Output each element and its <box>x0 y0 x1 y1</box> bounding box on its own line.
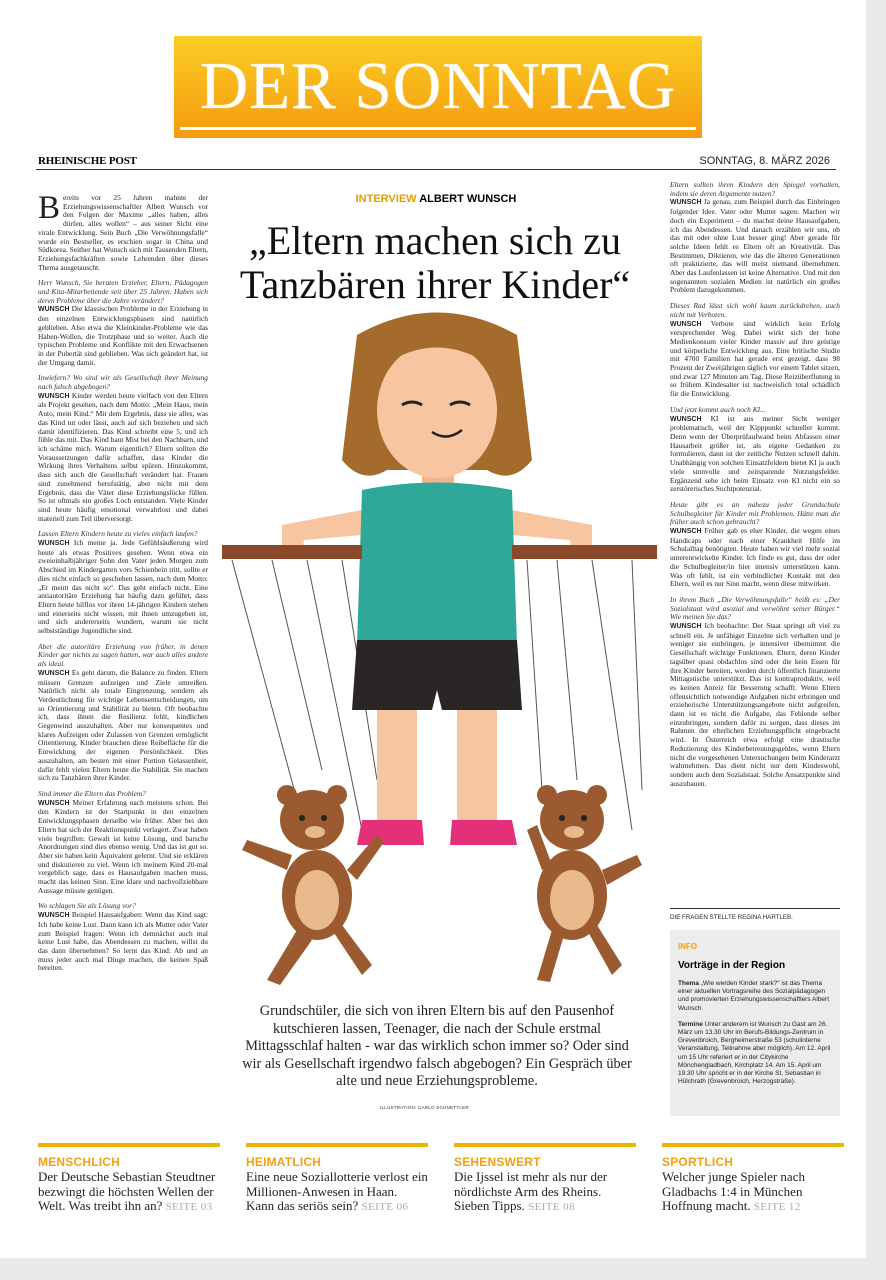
interview-question: Inwiefern? Wo sind wir als Gesellschaft ihrer Meinung nach falsch abgebogen? <box>38 373 208 392</box>
teaser-bar <box>38 1143 220 1147</box>
teaser-menschlich[interactable] <box>38 1143 220 1215</box>
interview-question: Lassen Eltern Kindern heute zu vieles einfach laufen? <box>38 529 198 539</box>
kicker <box>233 193 639 205</box>
left-leg <box>377 710 417 820</box>
interview-answer: WUNSCH Ja genau, zum Beispiel durch das Einbringen folgender Idee. Vater oder Mutter sagen: Machen wir doch ein Experiment – du machst deine Hausaufgaben, ich das Abendessen. Und danach erzählen wir uns, ob das mit oder ohne Lust besser ging! Aber gerade für solche Ideen fehlt es Eltern oft an Kreativität. Das Bestimmen, Diktieren, wie das die älteren Generationen oft praktizierte, das will meist niemand übernehmen. Aber das Laufenlassen ist keine Alternative. Und mit den sogenannten sozialen Medien ist natürlich ein großes Problem dazugekommen. <box>670 197 840 295</box>
paper-name: RHEINISCHE POST <box>38 155 137 167</box>
bear-right <box>527 785 642 982</box>
teaser-page: SEITE 12 <box>753 1201 801 1213</box>
interview-question: Heute gibt es an nahezu jeder Grundschule Schulbegleiter für Kinder mit Problemen. Hätte man die früher auch schon gebraucht? <box>670 499 840 527</box>
teaser-bar <box>246 1143 428 1147</box>
speaker-label: WUNSCH <box>38 912 70 920</box>
teaser-page: SEITE 06 <box>361 1201 409 1213</box>
drop-cap: B <box>38 194 61 226</box>
headline: „Eltern machen sich zu Tanzbären ihrer Kinder“ <box>239 218 631 307</box>
teaser-text: Eine neue Soziallotterie verlost ein Millionen-Anwesen in Haan. Kann das seriös sein? SEITE 06 <box>246 1169 428 1213</box>
bear-left <box>242 785 384 985</box>
interview-question: Aber die autoritäre Erziehung von früher, in denen Kinder gar nichts zu sagen hatten, war auch alles andere als ideal. <box>38 641 208 669</box>
speaker-label: WUNSCH <box>670 199 702 207</box>
teaser-heimatlich[interactable] <box>246 1143 428 1215</box>
header-rule <box>36 169 836 170</box>
teaser-bar <box>662 1143 844 1147</box>
info-topic: Thema „Wie werden Kinder stark?“ ist das Thema einer aktuellen Vortragsreihe des Sozialpädagogen und promovierten Erziehungswissenschaftlers Albert Wunsch. <box>678 980 830 1012</box>
shorts <box>352 640 522 710</box>
interview-credit: DIE FRAGEN STELLTE REGINA HARTLEB. <box>670 914 793 921</box>
interview-answer: WUNSCH Es geht darum, die Balance zu finden. Eltern müssen Grenzen aufzeigen und Ziele umreißen. Natürlich nicht als totale Eingrenzung, sondern als Verdeutlichung für wichtige Lebensentscheidungen, um so Orientierung und Stabilität zu bieten. Oft beobachte ich, dass ihnen die Resilienz fehlt, kindlichen Gegenwind auszuhalten. Aber nur konsequentes und klares Aufzeigen oder Zulassen von Grenzen ermöglicht Orientierung. Kinder brauchen diese Reibefläche für die Entwicklung der eigenen Persönlichkeit. Dies auszuhalten, am besten mit einer Portion Gelassenheit, dafür fehlt vielen Eltern heute die Stabilität. Sie machen sich zu Tanzbären ihrer Kinder. <box>38 667 208 783</box>
interview-question: Dieses Rad lässt sich wohl kaum zurückdrehen, auch nicht mit Verboten. <box>670 301 840 319</box>
teaser-text: Der Deutsche Sebastian Steudtner bezwingt die höchsten Wellen der Welt. Was treibt ihn an? SEITE 03 <box>38 1169 216 1213</box>
info-dates: Termine Unter anderem ist Wunsch zu Gast am 26. März um 13.30 Uhr im Berufs-Bildungs-Zentrum in Grevenbroich, Bergheimerstraße 53 (schulinterne Veranstaltung, Teilnahme aber möglich). Am 12. April um 15 Uhr referiert er in der Citykirche Mönchengladbach, Kirchplatz 14. Am 15. April um 19.30 Uhr spricht er in der Kirche St. Sebastian in Hülchrath (Grevenbroich, Herzogstraße). <box>678 1020 831 1086</box>
teaser-bar <box>454 1143 636 1147</box>
masthead-title: DER SONNTAG <box>199 49 677 123</box>
interview-answer: WUNSCH Die klassischen Probleme in der Erziehung in den einzelnen Entwicklungsphasen sind natürlich geblieben. Also etwa die Kleinkinder-Probleme wie das Haben-Wollen, die Trotzphase und so weiter. Auch die typischen Probleme und Konflikte mit den Erwachsenen in der Pubertät sind geblieben. Was sich geändert hat, ist der Umgang damit. <box>38 304 208 367</box>
teaser-sportlich[interactable] <box>662 1143 844 1215</box>
face <box>377 342 497 478</box>
teaser-text: Die Ijssel ist mehr als nur der nördlichste Arm des Rheins. Sieben Tipps. SEITE 08 <box>454 1169 608 1213</box>
speaker-label: WUNSCH <box>670 528 702 536</box>
article-teaser: Grundschüler, die sich von ihren Eltern bis auf den Pausenhof kutschieren lassen, Teenager, die nach der Schule erstmal Mittagsschlaf halten - war das wirklich schon immer so? Oder sind wir als Gesellschaft irgendwo falsch abgebogen? Ein Gespräch über alte und neue Erziehungsprobleme. <box>242 1003 632 1090</box>
speaker-label: WUNSCH <box>38 669 70 677</box>
right-shoe <box>450 820 517 845</box>
teaser-category: SPORTLICH <box>662 1155 734 1169</box>
info-label: INFO <box>678 942 698 951</box>
info-box <box>670 930 840 1116</box>
interview-answer: WUNSCH Kinder werden heute vielfach von den Eltern als Projekt gesehen, nach dem Motto: „Mein Haus, mein Auto, mein Kind.“ Mit dem Ergebnis, dass sie alles, was das Kind tut oder lässt, auch auf sich beziehen und sich damit identifizieren. Das Kind schreibt eine 5, und ich fühle das mit. Das Kind baut Mist bei den Nachbarn, und ich schäme mich. Warum eigentlich? Eltern sollten die Voraussetzungen dafür schaffen, dass Kinder die Wirkung ihres Verhaltens selbst spüren. Hinzukommt, dass sich auch die Gesellschaft verändert hat. Frauen sind zunehmend berufstätig, aber nicht mit dem Ergebnis, dass die Väter diese Erziehungslücke füllen. So ist oftmals ein großes Loch entstanden. Viele Kinder sind heute häufig emotional verwahrlost und dabei materiell zum Teil überversorgt. <box>38 390 208 523</box>
teaser-page: SEITE 03 <box>165 1201 213 1213</box>
qa-list-right <box>670 181 840 788</box>
teaser-category: HEIMATLICH <box>246 1155 322 1169</box>
speaker-label: WUNSCH <box>670 320 702 328</box>
control-bar-right <box>512 545 657 559</box>
left-shoe <box>357 820 424 845</box>
interview-answer: WUNSCH Verbote sind wirklich kein Erfolg versprechender Weg. Dabei wirkt sich der hohe Medienkonsum vieler Kinder massiv auf ihre geistige und körperliche Entwicklung aus. Eine britische Studie mit 4700 Familien hat gerade erst gezeigt, dass 98 Prozent der Zweijährigen täglich vor einem Tablet sitzen, und zwar 127 Minuten am Tag. Diese Reizüberflutung in so frühem Kindesalter ist nachweislich total schädlich für die Entwicklung. <box>670 318 840 399</box>
interview-question: Wo schlagen Sie als Lösung vor? <box>38 901 136 911</box>
teaser-category: MENSCHLICH <box>38 1155 120 1169</box>
teaser-category: SEHENSWERT <box>454 1155 541 1169</box>
shirt <box>357 483 517 646</box>
interview-question: In ihrem Buch „Die Verwöhnungsfalle“ heißt es: „Der Sozialstaat wird asozial und verwöhnt seiner Bürger.“ Wie meinen Sie das? <box>670 594 840 622</box>
qa-list-left <box>38 279 208 973</box>
interview-answer: WUNSCH Ich meine ja. Jede Gefühlsäußerung wird heute als etwas Positives gesehen. Wenn etwa ein zweieinhalbjähriger Sohn den Vater jeden Morgen zum Abschied im Kindergarten vors Schienbein tritt, sollte er dies nicht einfach so geschehen lassen, nach dem Motto: „Er meint das nicht so“. Das geht einfach nicht. Eine antiautoritäre Erziehung hat häufig dazu geführt, dass Eltern heute hilflos vor ihren 14-jährigen Kindern stehen und einerseits nicht wissen, mit ihnen umzugehen ist, und sich andererseits wundern, warum sie nicht selbstständige Jugendliche sind. <box>38 538 208 636</box>
teaser-text: Welcher junge Spieler nach Gladbachs 1:4 in München Hoffnung macht. SEITE 12 <box>662 1169 805 1213</box>
speaker-label: WUNSCH <box>670 415 702 423</box>
right-column <box>670 181 840 916</box>
interview-question: Sind immer die Eltern das Problem? <box>38 789 146 798</box>
issue-date: SONNTAG, 8. MÄRZ 2026 <box>699 155 830 167</box>
speaker-label: WUNSCH <box>670 623 702 631</box>
credit-rule <box>670 908 840 909</box>
speaker-label: WUNSCH <box>38 540 70 548</box>
kicker-name: ALBERT WUNSCH <box>419 193 517 205</box>
teaser-sehenswert[interactable] <box>454 1143 636 1215</box>
illustration-credit: ILLUSTRATION: CARLO SCHNETTLER <box>380 1105 469 1110</box>
info-title: Vorträge in der Region <box>678 960 786 971</box>
marionette-illustration <box>212 310 662 1000</box>
teaser-page: SEITE 08 <box>528 1201 575 1213</box>
interview-answer: WUNSCH Meiner Erfahrung nach meistens schon. Bei den Kindern ist der Startpunkt in den einzelnen Entwicklungsphasen derselbe wie früher. Aber bei den Eltern hat sich der Reaktionspunkt verlagert. Zwar haben viele begriffen: Gewalt ist keine Lösung, und barsche Anordnungen sind dies ebenso wenig. Und das ist gut so. Aber sie haben kein Äquivalent gelernt. Und sie erklären und diskutieren zu viel. Wenn ich meinem Kind 20-mal vergeblich sage, dass es Hausaufgaben machen muss, macht das keinen Sinn. Eine klare und nachvollziehbare Aussage müsste genügen. <box>38 797 208 895</box>
speaker-label: WUNSCH <box>38 799 70 807</box>
control-bar-left <box>222 545 362 559</box>
interview-answer: WUNSCH Beispiel Hausaufgaben: Wenn das Kind sagt: Ich habe keine Lust. Dann kann ich als Mutter oder Vater zum Beispiel fragen: Wenn ich demnächst auch mal keine Lust habe, das Abendessen zu machen, willst du das dann übernehmen? So lernt das Kind: Ab und an muss jeder auch mal Dinge machen, die keinen Spaß bereiten. <box>38 910 208 973</box>
interview-question: Eltern sollten ihren Kindern den Spiegel vorhalten, indem sie deren Argumente nutzen? <box>670 181 840 198</box>
intro-paragraph: Bereits vor 25 Jahren mahnte der Erziehungswissenschaftler Albert Wunsch vor den Folgen der Maxime „alles haben, alles dürfen, alles wollen“ – aus seiner Sicht eine virale Entwicklung. Sein Buch „Die Verwöhnungsfalle“ wurde ein Bestseller, es erschien sogar in China und Südkorea. Seither hat Wunsch sich mit Tausenden Eltern, Erziehungsfachkräften sowie Lehrenden über dieses Thema ausgetauscht. <box>38 194 208 272</box>
interview-answer: WUNSCH Früher gab es eher Kinder, die wegen eines Handicaps oder nach einer Krankheit Hilfe im Schulalltag benötigten. Heute haben wir viel mehr sozial unterentwickelte Kinder. Ich finde es gut, dass der oder die Schulbegleiter/in hier intensiv unterstützen kann. Was oft fehlt, ist ein verbindlicher Kontakt mit den Eltern, weil es nur Sinn macht, wenn diese mitwirken. <box>670 526 840 589</box>
speaker-label: WUNSCH <box>38 392 70 400</box>
interview-question: Und jetzt kommt auch noch KI... <box>670 404 766 414</box>
interview-answer: WUNSCH Ich beobachte: Der Staat springt oft viel zu schnell ein. Je unfähiger Einzelne sich verhalten und je weniger sie einbringen, je intensiver übernimmt die Gesellschaft wichtige Funktionen. Eltern, deren Kinder tagsüber quasi obdachlos sind oder die kein Essen für ihre Kinder bereiten, werden durch öffentlich finanzierte Mittagstische unterstützt. Das ist kontraproduktiv, weil es keinen Anreiz für Besserung schafft. Wenn Eltern offensichtlich notwendige Aufgaben nicht erbringen und erzieherische Unterstützungsangebote nicht aufgreifen, dann ist es nicht die Aufgabe, das Fehlende selber einzubringen, sondern dafür zu sorgen, dass dieses im Rahmen der elterlichen Erziehungspflicht eingebracht wird. In Österreich etwa erfolgt eine drastische Reduzierung des Kinderbetreuungsgeldes, wenn Eltern nicht die vorgesehenen Untersuchungen beim Kinderarzt wahrnehmen. Das dient nicht nur dem Kindeswohl, sondern auch dem Sozialstaat. Solche Ansatzpunkte sind auszubauen. <box>670 621 840 788</box>
interview-answer: WUNSCH KI ist aus meiner Sicht weniger problematisch, weil der Kipppunkt schneller kommt. Denn wenn der Überprüfaufwand beim Abfassen einer Hausarbeit größer ist, als eigene Gedanken zu formulieren, dann ist der zeitliche Nutzen schnell dahin. Unabhängig von solchen Einsatzfeldern bietet KI ja auch viele sinnvolle und zeitsparende Nutzungsfelder. Ergänzend sehe ich beim Einsatz von KI nicht ein so zerstörerisches Suchtpotenzial. <box>670 413 840 494</box>
left-column <box>38 194 208 1109</box>
interview-question: Herr Wunsch, Sie beraten Erzieher, Eltern, Pädagogen und Kita-Mitarbeitende seit über 25 Jahren. Haben sich deren Probleme über die Jahre verändert? <box>38 278 208 305</box>
speaker-label: WUNSCH <box>38 306 70 314</box>
masthead <box>174 36 702 138</box>
right-leg <box>457 710 497 820</box>
kicker-label: INTERVIEW <box>355 193 417 205</box>
